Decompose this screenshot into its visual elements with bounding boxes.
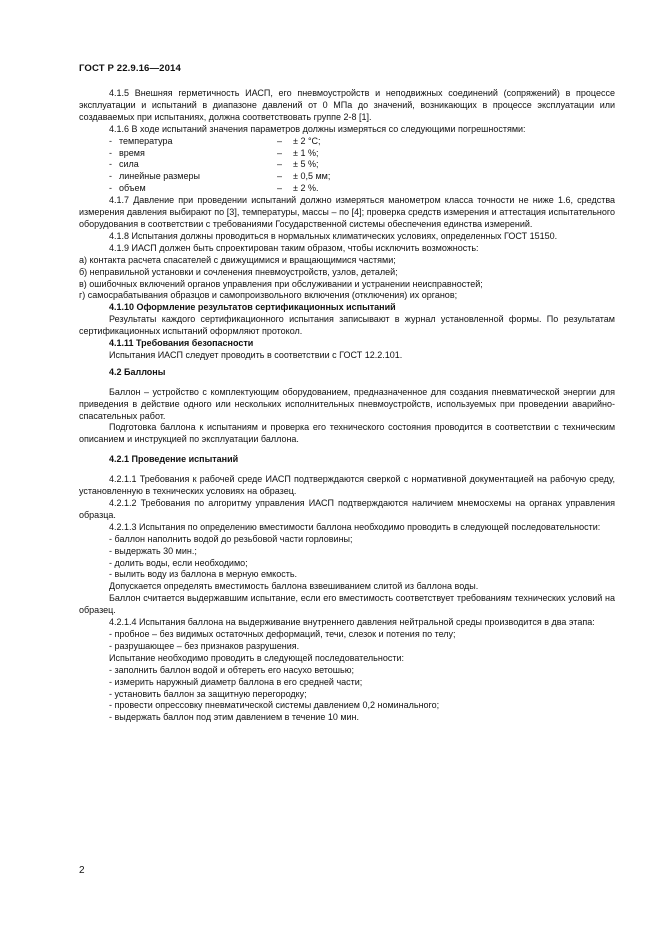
- clause-4-1-7: 4.1.7 Давление при проведении испытаний должно измеряться манометром класса точности не ниже 1.6, средства измерения давления выбирают по [3], температуры, массы – по [4]; проверка средств измерения и аттестация испытательного оборудования в соответствии с требованиями Государственной системы обеспечения единства измерений.: [79, 195, 615, 229]
- tolerance-parameter: температура: [119, 135, 173, 146]
- clause-4-1-9: 4.1.9 ИАСП должен быть спроектирован таким образом, чтобы исключить возможность:: [109, 242, 479, 253]
- tolerance-dash: -: [109, 135, 112, 146]
- tolerance-separator: –: [277, 159, 283, 170]
- tolerance-row: [79, 148, 615, 160]
- heading-4-2-1: 4.2.1 Проведение испытаний: [109, 454, 239, 465]
- test-sequence-intro: Испытание необходимо проводить в следующей последовательности:: [109, 652, 404, 663]
- list-item: а) контакта расчета спасателей с движущимися и вращающимися частями;: [79, 254, 396, 265]
- tolerance-dash: -: [109, 147, 112, 158]
- pass-criterion: Баллон считается выдержавшим испытание, если его вместимость соответствует требованиям технических условий на образец.: [79, 593, 615, 616]
- list-item: - разрушающее – без признаков разрушения.: [109, 640, 300, 651]
- clause-4-2-1-1: 4.2.1.1 Требования к рабочей среде ИАСП подтверждаются сверкой с нормативной документацией на рабочую среду, установленную в технических условиях на образец.: [79, 474, 615, 497]
- list-item: - баллон наполнить водой до резьбовой части горловины;: [109, 533, 353, 544]
- volume-weighing-note: Допускается определять вместимость баллона взвешиванием слитой из баллона воды.: [109, 581, 479, 592]
- tolerance-separator: –: [277, 147, 283, 158]
- clause-4-2-1-4: 4.2.1.4 Испытания баллона на выдерживание внутреннего давления нейтральной среды производится в два этапа:: [109, 617, 595, 628]
- tolerance-row: [79, 159, 615, 171]
- tolerance-dash: -: [109, 159, 112, 170]
- list-item: - пробное – без видимых остаточных деформаций, течи, слезок и потения по телу;: [109, 628, 456, 639]
- tolerance-row: [79, 183, 615, 195]
- tolerance-dash: -: [109, 183, 112, 194]
- clause-4-1-10: Результаты каждого сертификационного испытания записывают в журнал установленной формы. По результатам сертификационных испытаний оформляют протокол.: [79, 314, 615, 337]
- page-number: 2: [79, 865, 85, 876]
- clause-4-1-6: 4.1.6 В ходе испытаний значения параметров должны измеряться со следующими погрешностями:: [109, 123, 526, 134]
- tolerance-value: ± 5 %;: [293, 159, 319, 170]
- tolerance-parameter: линейные размеры: [119, 171, 200, 182]
- cylinder-definition: Баллон – устройство с комплектующим оборудованием, предназначенное для создания пневматической энергии для приведения в действие одного или нескольких исполнительных пневмоустройств, используемых при проведении аварийно-спасательных работ.: [79, 386, 615, 421]
- tolerance-value: ± 2 °С;: [293, 135, 321, 146]
- heading-4-1-11: 4.1.11 Требования безопасности: [109, 338, 254, 349]
- tolerance-row: [79, 171, 615, 183]
- list-item: г) самосрабатывания образцов и самопроизвольного включения (отключения) их органов;: [79, 290, 458, 301]
- clause-4-2-1-2: 4.2.1.2 Требования по алгоритму управления ИАСП подтверждаются наличием мнемосхемы на органах управления образца.: [79, 498, 615, 520]
- tolerance-list: [79, 136, 615, 196]
- clause-4-1-8: 4.1.8 Испытания должны проводиться в нормальных климатических условиях, определенных ГОСТ 15150.: [109, 230, 558, 241]
- list-item: - провести опрессовку пневматической системы давлением 0,2 номинального;: [109, 700, 440, 711]
- list-item: - долить воды, если необходимо;: [109, 557, 248, 568]
- list-item: - выдержать баллон под этим давлением в течение 10 мин.: [109, 712, 360, 723]
- clause-4-2-1-3: 4.2.1.3 Испытания по определению вместимости баллона необходимо проводить в следующей последовательности:: [109, 521, 601, 532]
- tolerance-separator: –: [277, 135, 283, 146]
- tolerance-value: ± 0,5 мм;: [293, 171, 331, 182]
- tolerance-separator: –: [277, 183, 283, 194]
- tolerance-separator: –: [277, 171, 283, 182]
- list-item: в) ошибочных включений органов управления при обслуживании и устранении неисправностей;: [79, 278, 483, 289]
- tolerance-row: [79, 136, 615, 148]
- clause-4-1-11: Испытания ИАСП следует проводить в соответствии с ГОСТ 12.2.101.: [109, 349, 403, 360]
- tolerance-parameter: сила: [119, 159, 139, 170]
- list-item: - вылить воду из баллона в мерную емкость.: [109, 569, 298, 580]
- clause-4-1-5: 4.1.5 Внешняя герметичность ИАСП, его пневмоустройств и неподвижных соединений (сопряжений) в процессе эксплуатации и испытаний в диапазоне давлений от 0 МПа до значений, возникающих в процессе эксплуатации или создаваемых при испытаниях, должна соответствовать группе 2-8 [1].: [79, 88, 615, 122]
- tolerance-parameter: время: [119, 147, 145, 158]
- page-content: [79, 88, 615, 724]
- list-item: - выдержать 30 мин.;: [109, 545, 197, 556]
- list-item: - установить баллон за защитную перегородку;: [109, 688, 307, 699]
- tolerance-value: ± 1 %;: [293, 147, 319, 158]
- document-header: ГОСТ Р 22.9.16—2014: [79, 63, 181, 74]
- list-item: - заполнить баллон водой и обтереть его насухо ветошью;: [109, 664, 354, 675]
- list-item: - измерить наружный диаметр баллона в его средней части;: [109, 676, 363, 687]
- tolerance-dash: -: [109, 171, 112, 182]
- tolerance-value: ± 2 %.: [293, 183, 319, 194]
- list-item: б) неправильной установки и сочленения пневмоустройств, узлов, деталей;: [79, 266, 398, 277]
- tolerance-parameter: объем: [119, 183, 146, 194]
- heading-4-2: 4.2 Баллоны: [109, 366, 166, 377]
- cylinder-preparation: Подготовка баллона к испытаниям и проверка его технического состояния проводится в соответствии с техническим описанием и инструкцией по эксплуатации баллона.: [79, 422, 615, 445]
- heading-4-1-10: 4.1.10 Оформление результатов сертификационных испытаний: [109, 302, 396, 313]
